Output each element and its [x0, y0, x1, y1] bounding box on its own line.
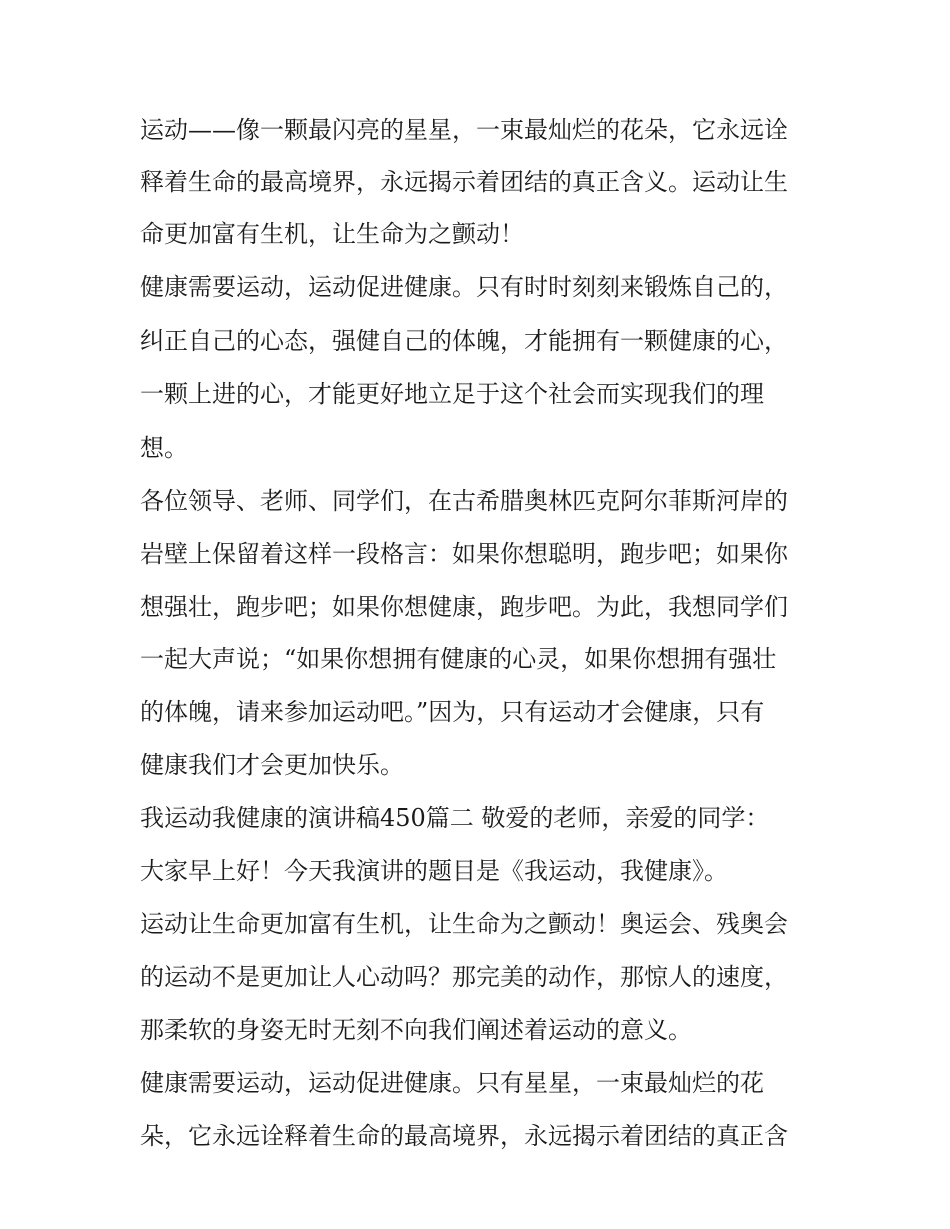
text-line: 健康我们才会更加快乐。	[140, 751, 404, 779]
text-line: 各位领导、老师、同学们，在古希腊奥林匹克阿尔菲斯河岸的	[140, 487, 788, 515]
text-line: 健康需要运动，运动促进健康。只有时时刻刻来锻炼自己的，	[140, 273, 788, 301]
text-line: 健康需要运动，运动促进健康。只有星星，一束最灿烂的花	[140, 1069, 764, 1097]
text-line: 释着生命的最高境界，永远揭示着团结的真正含义。运动让生	[140, 168, 788, 196]
text-line: 纠正自己的心态，强健自己的体魄，才能拥有一颗健康的心，	[140, 327, 788, 355]
text-line: 一起大声说；“如果你想拥有健康的心灵，如果你想拥有强壮	[140, 645, 777, 673]
text-line: 那柔软的身姿无时无刻不向我们阐述着运动的意义。	[140, 1016, 692, 1044]
text-line: 想强壮，跑步吧；如果你想健康，跑步吧。为此，我想同学们	[140, 593, 788, 621]
text-line: 朵，它永远诠释着生命的最高境界，永远揭示着团结的真正含	[140, 1122, 788, 1150]
text-line: 我运动我健康的演讲稿450篇二 敬爱的老师，亲爱的同学：	[140, 804, 770, 832]
text-line: 大家早上好！今天我演讲的题目是《我运动，我健康》。	[140, 857, 728, 885]
text-line: 运动让生命更加富有生机，让生命为之颤动！奥运会、残奥会	[140, 910, 788, 938]
text-line: 的运动不是更加让人心动吗？那完美的动作，那惊人的速度，	[140, 963, 788, 991]
text-line: 想。	[140, 434, 188, 462]
text-line: 运动——像一颗最闪亮的星星，一束最灿烂的花朵，它永远诠	[140, 116, 788, 144]
text-line: 岩壁上保留着这样一段格言：如果你想聪明，跑步吧；如果你	[140, 540, 788, 568]
text-line: 的体魄，请来参加运动吧。”因为，只有运动才会健康，只有	[140, 698, 765, 726]
text-line: 一颗上进的心，才能更好地立足于这个社会而实现我们的理	[140, 380, 764, 408]
text-line: 命更加富有生机，让生命为之颤动！	[140, 220, 524, 248]
